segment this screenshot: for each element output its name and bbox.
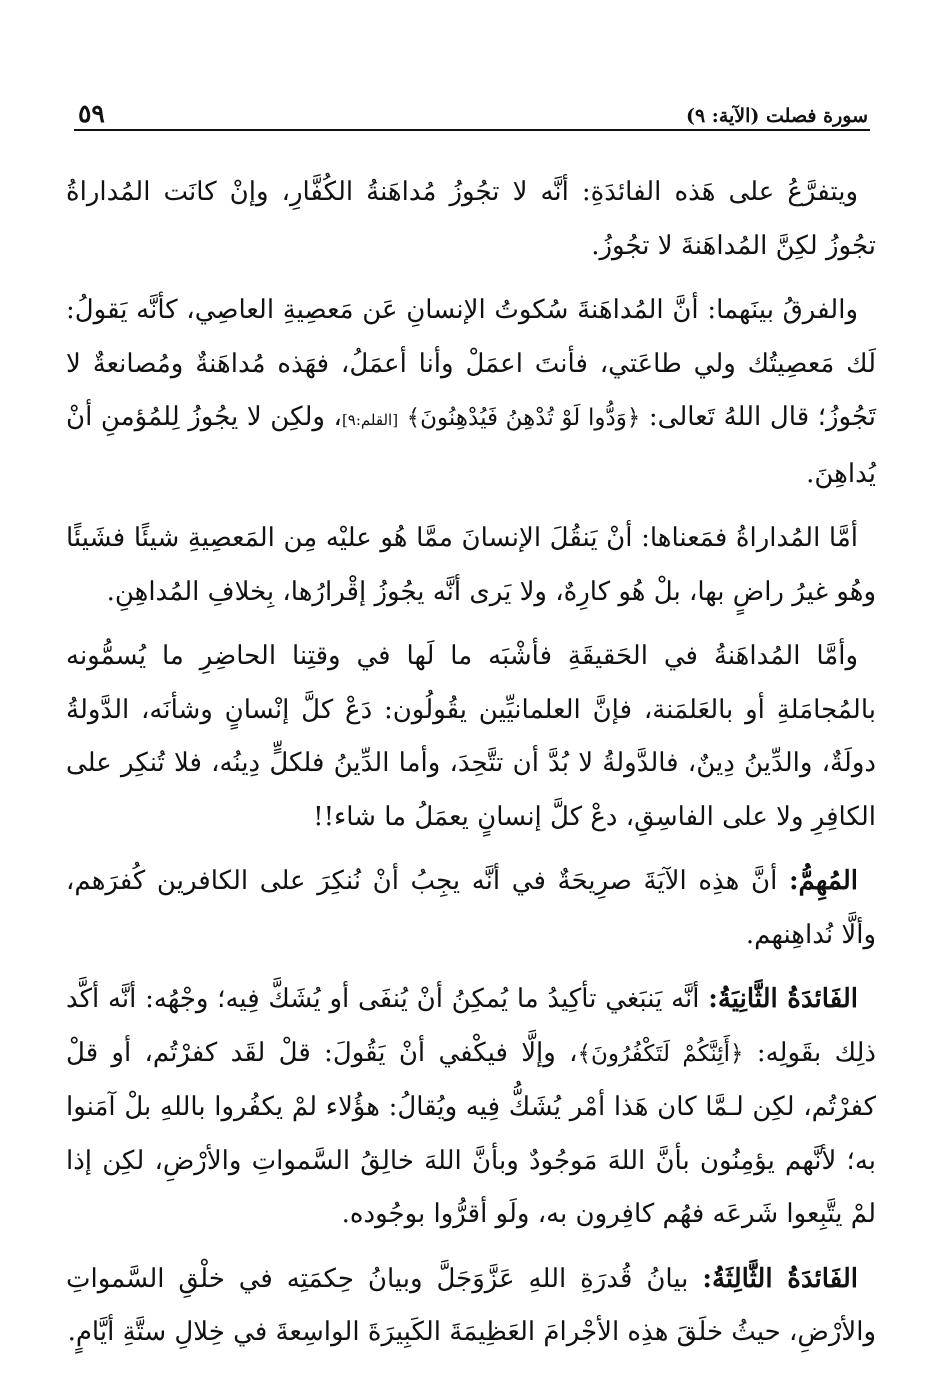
verse-reference: [القلم:٩] [341, 411, 399, 429]
paragraph-text: والفرقُ بينَهما: أنَّ المُداهَنةَ سُكوتُ الإنسانِ عَن مَعصِيةِ العاصِي، كأنَّه يَقولُ: لَك مَعصِيتُك ولي طاعَتي، فأنتَ اعمَلْ وأنا أعمَلُ، فهَذه مُداهَنةٌ ومُصانعةٌ لا تَجُوزُ؛ قال اللهُ تَعالى: [66, 295, 877, 432]
paragraph-4 [66, 630, 876, 844]
paragraph-lead: الفَائدَةُ الثَّالِثَةُ: [702, 1263, 858, 1294]
paragraph-tail: ، ولكِن لا يجُوزُ لِلمُؤمنِ أنْ يُداهِنَ. [66, 402, 876, 489]
paragraph-tail: ، وإلَّا فيكْفي أنْ يَقُولَ: قلْ لقَد كفرْتُم، أو قلْ كفرْتُم، لكِن لـمَّا كان هَذا أمْر يُشَكُّ فِيه ويُقالُ: هؤُلاء لمْ يكفُروا باللهِ بلْ آمَنوا به؛ لأنَّهم يؤمِنُون بأنَّ اللهَ مَوجُودٌ وبأنَّ اللهَ خالِقُ السَّمواتِ والأرْضِ، لكِن إذا لمْ يتَّبِعوا شَرعَه فهُم كافِرون به، ولَو أقرُّوا بوجُوده. [66, 1037, 876, 1229]
paragraph-text: ويتفرَّعُ على هَذه الفائدَةِ: أنَّه لا تجُوزُ مُداهَنةُ الكُفَّارِ، وإنْ كانَت المُداراةُ تجُوزُ لكِنَّ المُداهَنةَ لا تجُوزُ. [66, 177, 876, 261]
paragraph-lead: الفَائدَةُ الثَّانِيَةُ: [708, 984, 859, 1014]
paragraph-text: أمَّا المُداراةُ فمَعناها: أنْ يَنقُلَ الإنسانَ ممَّا هُو عليْه مِن المَعصِيةِ شيئًا فشَيئًا وهُو غيرُ راضٍ بها، بلْ هُو كارِهٌ، ولا يَرى أنَّه يجُوزُ إقْرارُها، بِخلافِ المُداهِنِ. [66, 523, 876, 607]
quran-verse: ﴿وَدُّوا لَوْ تُدْهِنُ فَيُدْهِنُونَ﴾ [406, 405, 641, 431]
paragraph-text: أنَّ هذِه الآيَةَ صرِيحَةٌ في أنَّه يجِبُ أنْ نُنكِرَ على الكافرين كُفرَهم، وألَّا نُداهِنهم. [66, 866, 876, 950]
page-header [78, 96, 868, 126]
paragraph-6 [66, 973, 876, 1242]
paragraph-text: وأمَّا المُداهَنةُ في الحَقيقَةِ فأشْبَه ما لَها في وقتِنا الحاضِرِ ما يُسمُّونه بالمُجامَلةِ أو بالعَلمَنة، فإنَّ العلمانيِّين يقُولُون: دَعْ كلَّ إنْسانٍ وشأنَه، الدَّولةُ دولَةٌ، والدِّينُ دِينٌ، فالدَّولةُ لا بُدَّ أن تتَّحِدَ، وأما الدِّينُ فلكلٍّ دِينُه، فلا تُنكِر على الكافِرِ ولا على الفاسِقِ، دعْ كلَّ إنسانٍ يعمَلُ ما شاء!! [66, 641, 876, 832]
paragraph-3 [66, 512, 876, 619]
running-title: سورة فصلت (الآية: ٩) [685, 105, 868, 127]
page-body [66, 166, 876, 1371]
paragraph-text: بيانُ قُدرَةِ اللهِ عَزَّوَجَلَّ وبيانُ حِكمَتِه في خلْقِ السَّمواتِ والأرْضِ، حيثُ خلَقَ هذِه الأجْرامَ العَظِيمَةَ الكَبِيرَةَ الواسِعةَ في خِلالِ ستَّةِ أيَّامٍ. [66, 1263, 876, 1347]
quran-verse: ﴿أَئِنَّكُمْ لَتَكْفُرُونَ﴾ [577, 1040, 744, 1067]
page-number: ٥٩ [78, 99, 105, 128]
paragraph-text: أنَّه يَنبَغي تأكِيدُ ما يُمكِنُ أنْ يُنفَى أو يُشَكَّ فِيه؛ وجْهُه: أنَّه أكَّد ذلِك بقَولِه: [66, 984, 876, 1068]
paragraph-1 [66, 166, 876, 273]
paragraph-lead: المُهِمُّ: [788, 866, 859, 896]
paragraph-5 [66, 855, 876, 962]
paragraph-2 [66, 284, 876, 501]
paragraph-7 [66, 1253, 876, 1360]
header-divider [74, 129, 870, 131]
